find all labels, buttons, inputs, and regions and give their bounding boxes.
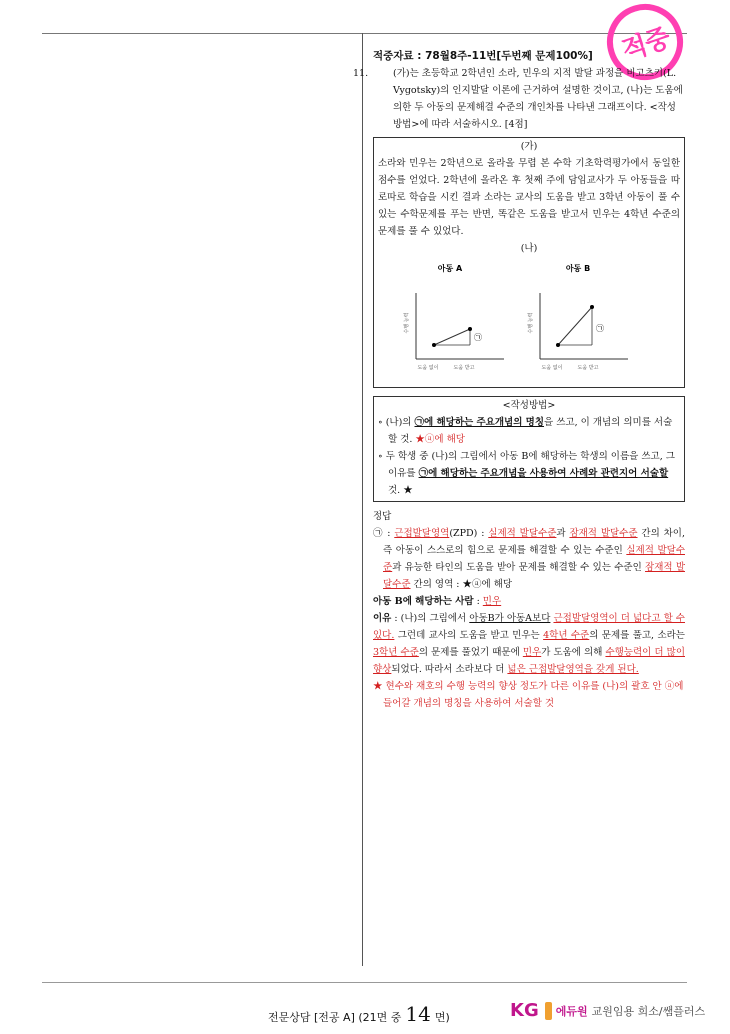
question-column [353,48,685,712]
graph-b-xright: 도움 받고 [577,365,599,371]
answer-paragraph-1: ㉠ : 근접발달영역(ZPD) : 실제적 발달수준과 잠재적 발달수준 간의 차이, 즉 아동이 스스로의 힘으로 문제를 해결할 수 있는 수준인 실제적 발달수준과 유능한 타인의 도움을 받아 문제를 해결할 수 있는 수준인 잠재적 발달수준 간의 영역 : ★ⓐ에 해당 [373,528,685,590]
footer-right: 면) [434,1011,450,1024]
box-text-ga: 소라와 민우는 2학년으로 올라올 무렵 본 수학 기초학력평가에서 동일한 점수를 얻었다. 2학년에 올라온 후 첫째 주에 담임교사가 두 아동들을 따로따로 학습을 시킨 결과 소라는 교사의 도움을 받고 3학년 아동이 풀 수 있는 수학문제를 푸는 반면, 똑같은 도움을 받고서 민우는 4학년 수준의 문제를 풀 수 있었다. [378,158,680,237]
graph-a-marker: ㉠ [474,333,482,342]
graph-a-xright: 도움 받고 [453,365,475,371]
column-divider [362,33,363,966]
brand-kg: KG [510,1000,539,1021]
page-number: 14 [405,1002,431,1026]
box-label-na: (나) [520,243,538,254]
top-rule [42,33,687,34]
graph-b-title: 아동 B [565,264,591,273]
method-title: <작성방법> [502,400,556,411]
method-box [373,396,685,502]
brand-logo [510,1000,705,1021]
question-number: 11. [353,68,369,79]
brand-edu: 에듀원 [555,1004,588,1018]
method-item-2: ∘ 두 학생 중 (나)의 그림에서 아동 B에 해당하는 학생의 이름을 쓰고, 그 이유를 ㉠에 해당하는 주요개념을 사용하여 사례와 관련지어 서술할 것. ★ [378,451,675,496]
graph-a-ylabel: 수행 능력 [404,312,410,334]
graph-a-point-end [468,327,472,331]
graph-b-ylabel: 수행 능력 [528,312,534,334]
footer-left: 전문상담 [전공 A] (21면 중 [268,1011,402,1024]
brand-rest: 교원임용 희소/쌤플러스 [591,1004,706,1018]
graph-b-line [558,307,592,345]
method-item-1: ∘ (나)의 ㉠에 해당하는 주요개념의 명칭을 쓰고, 이 개념의 의미를 서술할 것. ★ⓐ에 해당 [378,417,673,445]
hit-stamp: 적중 [597,0,693,90]
bottom-rule [42,982,687,983]
graph-a-xleft: 도움 없이 [417,365,439,371]
brand-mark-icon [545,1002,552,1020]
graph-b-xleft: 도움 없이 [541,365,563,371]
graph-a-title: 아동 A [437,264,463,273]
graph-b-marker: ㉠ [596,324,604,333]
question-text: (가)는 초등학교 2학년인 소라, 민우의 지적 발달 과정을 비고츠키(L. Vygotsky)의 인지발달 이론에 근거하여 설명한 것이고, (나)는 도움에 의한 두 아동의 문제해결 수준의 개인차를 나타낸 그래프이다. <작성방법>에 따라 서술하시오. [4점] [393,68,683,130]
scenario-box [373,137,685,388]
answer-paragraph-2: 아동 B에 해당하는 사람 : 민우 [373,596,502,607]
answer-star-note: ★ 현수와 재호의 수행 능력의 향상 정도가 다른 이유를 (나)의 괄호 안 ⓐ에 들어갈 개념의 명칭을 사용하여 서술할 것 [373,681,684,709]
graph-a-point-start [432,343,436,347]
zpd-graphs [378,257,680,385]
graph-a-line [434,329,470,345]
graph-b-point-end [590,305,594,309]
source-line: 적중자료 : 78월8주-11번[두번째 문제100%] [373,50,593,62]
question [353,65,685,133]
box-label-ga: (가) [520,141,538,152]
answer-heading: 정답 [373,511,392,522]
graph-b-point-start [556,343,560,347]
answer-paragraph-3: 이유 : (나)의 그림에서 아동B가 아동A보다 근접발달영역이 더 넓다고 할 수 있다. 그런데 교사의 도움을 받고 민우는 4학년 수준의 문제를 풀고, 소라는 3학년 수준의 문제를 풀었기 때문에 민우가 도움에 의해 수행능력이 더 많이 향상되었다. 따라서 소라보다 더 넓은 근접발달영역을 갖게 된다. [373,613,685,675]
graphs [378,257,680,385]
page-footer [268,1002,450,1026]
